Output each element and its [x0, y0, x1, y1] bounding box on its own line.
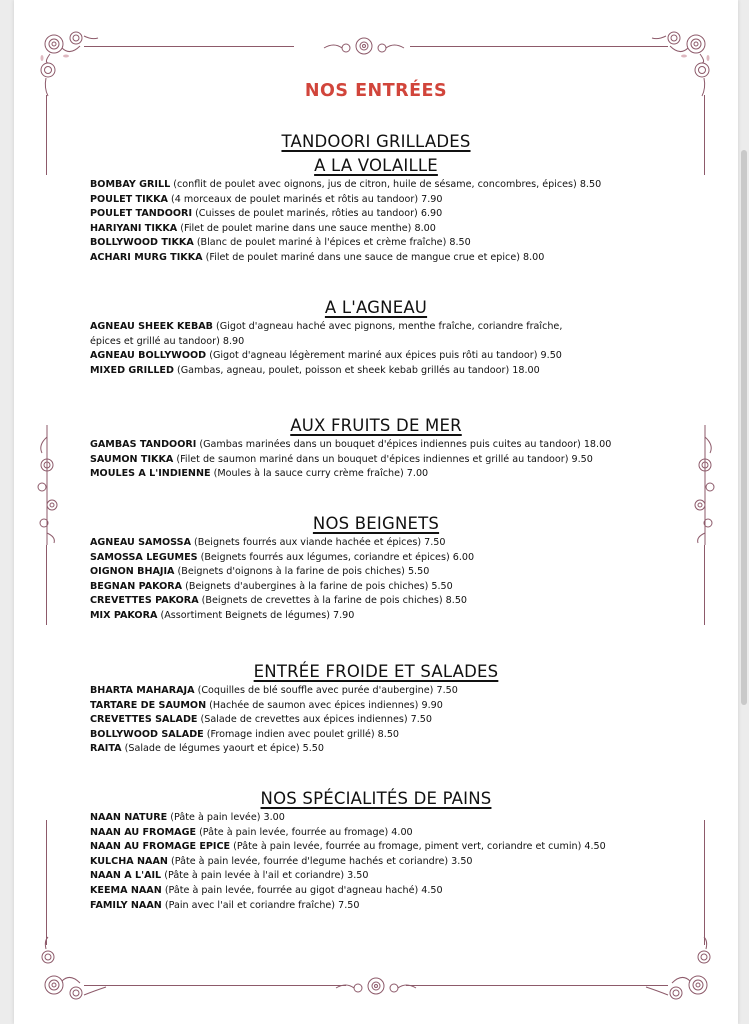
list-item: POULET TIKKA (4 morceaux de poulet marinés et rôtis au tandoor) 7.90 — [90, 193, 443, 205]
agneau-items — [90, 320, 670, 378]
section-heading-volaille-line1: TANDOORI GRILLADES — [281, 132, 471, 151]
frame-right-mid-line — [704, 545, 705, 625]
list-item: AGNEAU BOLLYWOOD (Gigot d'agneau légèrement mariné aux épices puis rôti au tandoor) 9.50 — [90, 350, 562, 362]
volaille-items — [90, 178, 670, 266]
section-heading-mer — [14, 416, 738, 435]
list-item: NAAN AU FROMAGE EPICE (Pâte à pain levée, fourrée au fromage, piment vert, coriandre et cumin) 4.50 — [90, 841, 606, 853]
list-item: NAAN AU FROMAGE (Pâte à pain levée, fourrée au fromage) 4.00 — [90, 826, 413, 838]
beignets-items — [90, 536, 670, 624]
list-item: AGNEAU SHEEK KEBAB (Gigot d'agneau haché avec pignons, menthe fraîche, coriandre fraîche, — [90, 321, 563, 332]
list-item: OIGNON BHAJIA (Beignets d'oignons à la farine de pois chiches) 5.50 — [90, 566, 430, 578]
section-heading-volaille-2 — [14, 156, 738, 175]
menu-page — [14, 0, 738, 1024]
rose-ornament-bottom-center — [326, 970, 426, 1004]
rose-ornament-bottom-left — [36, 935, 116, 1005]
section-heading-agneau-text: A L'AGNEAU — [324, 298, 428, 317]
section-heading-pains — [14, 789, 738, 808]
list-item: GAMBAS TANDOORI (Gambas marinées dans un bouquet d'épices indiennes puis cuites au tandoor) 18.00 — [90, 439, 612, 450]
list-item: KULCHA NAAN (Pâte à pain levée, fourrée d'legume hachés et coriandre) 3.50 — [90, 855, 473, 867]
frame-bottom-left-line — [84, 985, 346, 986]
rose-ornament-top-center — [314, 30, 414, 64]
section-heading-agneau — [14, 298, 738, 317]
list-item: BHARTA MAHARAJA (Coquilles de blé souffle avec purée d'aubergine) 7.50 — [90, 685, 458, 696]
list-item: BOLLYWOOD TIKKA (Blanc de poulet mariné à l'épices et crème fraîche) 8.50 — [90, 237, 471, 249]
vertical-scrollbar[interactable] — [741, 150, 747, 705]
list-item: BOLLYWOOD SALADE (Fromage indien avec poulet grillé) 8.50 — [90, 728, 400, 740]
frame-top-left-line — [84, 46, 294, 47]
frame-left-mid-line — [46, 545, 47, 625]
section-heading-volaille — [14, 132, 738, 151]
list-item: ACHARI MURG TIKKA (Filet de poulet mariné dans une sauce de mangue crue et epice) 8.00 — [90, 251, 545, 263]
list-item: CREVETTES SALADE (Salade de crevettes aux épices indiennes) 7.50 — [90, 714, 433, 726]
rose-ornament-bottom-right — [636, 935, 716, 1005]
list-item: BEGNAN PAKORA (Beignets d'aubergines à la farine de pois chiches) 5.50 — [90, 580, 453, 592]
frame-right-lower-line — [704, 820, 705, 945]
list-item: NAAN NATURE (Pâte à pain levée) 3.00 — [90, 812, 285, 823]
list-item: SAMOSSA LEGUMES (Beignets fourrés aux légumes, coriandre et épices) 6.00 — [90, 551, 475, 563]
salades-items — [90, 684, 670, 757]
list-item: MOULES A L'INDIENNE (Moules à la sauce curry crème fraîche) 7.00 — [90, 468, 429, 480]
section-heading-mer-text: AUX FRUITS DE MER — [290, 416, 462, 435]
frame-top-right-line — [410, 46, 668, 47]
list-item: CREVETTES PAKORA (Beignets de crevettes à la farine de pois chiches) 8.50 — [90, 595, 468, 607]
list-item: SAUMON TIKKA (Filet de saumon mariné dans un bouquet d'épices indiennes et grillé au tandoor) 9.50 — [90, 453, 593, 465]
section-heading-salades — [14, 662, 738, 681]
page-title: NOS ENTRÉES — [304, 81, 448, 101]
list-item: FAMILY NAAN (Pain avec l'ail et coriandre fraîche) 7.50 — [90, 899, 360, 911]
list-item: BOMBAY GRILL (conflit de poulet avec oignons, jus de citron, huile de sésame, concombres, épices) 8.50 — [90, 179, 602, 190]
list-item: KEEMA NAAN (Pâte à pain levée, fourrée au gigot d'agneau haché) 4.50 — [90, 884, 443, 896]
frame-bottom-right-line — [406, 985, 668, 986]
section-heading-salades-text: ENTRÉE FROIDE ET SALADES — [253, 662, 499, 681]
frame-left-lower-line — [46, 820, 47, 945]
pains-items — [90, 811, 670, 913]
list-item: HARIYANI TIKKA (Filet de poulet marine dans une sauce menthe) 8.00 — [90, 222, 436, 234]
list-item: TARTARE DE SAUMON (Hachée de saumon avec épices indiennes) 9.90 — [90, 699, 443, 711]
list-item: RAITA (Salade de légumes yaourt et épice) 5.50 — [90, 743, 324, 755]
list-item: MIXED GRILLED (Gambas, agneau, poulet, poisson et sheek kebab grillés au tandoor) 18.00 — [90, 364, 540, 376]
section-heading-pains-text: NOS SPÉCIALITÉS DE PAINS — [260, 789, 492, 808]
list-item: épices et grillé au tandoor) 8.90 — [90, 335, 245, 347]
section-heading-beignets-text: NOS BEIGNETS — [312, 514, 440, 533]
list-item: MIX PAKORA (Assortiment Beignets de légumes) 7.90 — [90, 609, 355, 621]
section-heading-beignets — [14, 514, 738, 533]
section-heading-volaille-line2: A LA VOLAILLE — [314, 156, 438, 175]
list-item: NAAN A L'AIL (Pâte à pain levée à l'ail et coriandre) 3.50 — [90, 870, 369, 882]
list-item: POULET TANDOORI (Cuisses de poulet marinés, rôties au tandoor) 6.90 — [90, 208, 443, 220]
list-item: AGNEAU SAMOSSA (Beignets fourrés aux viande hachée et épices) 7.50 — [90, 537, 446, 548]
mer-items — [90, 438, 670, 482]
